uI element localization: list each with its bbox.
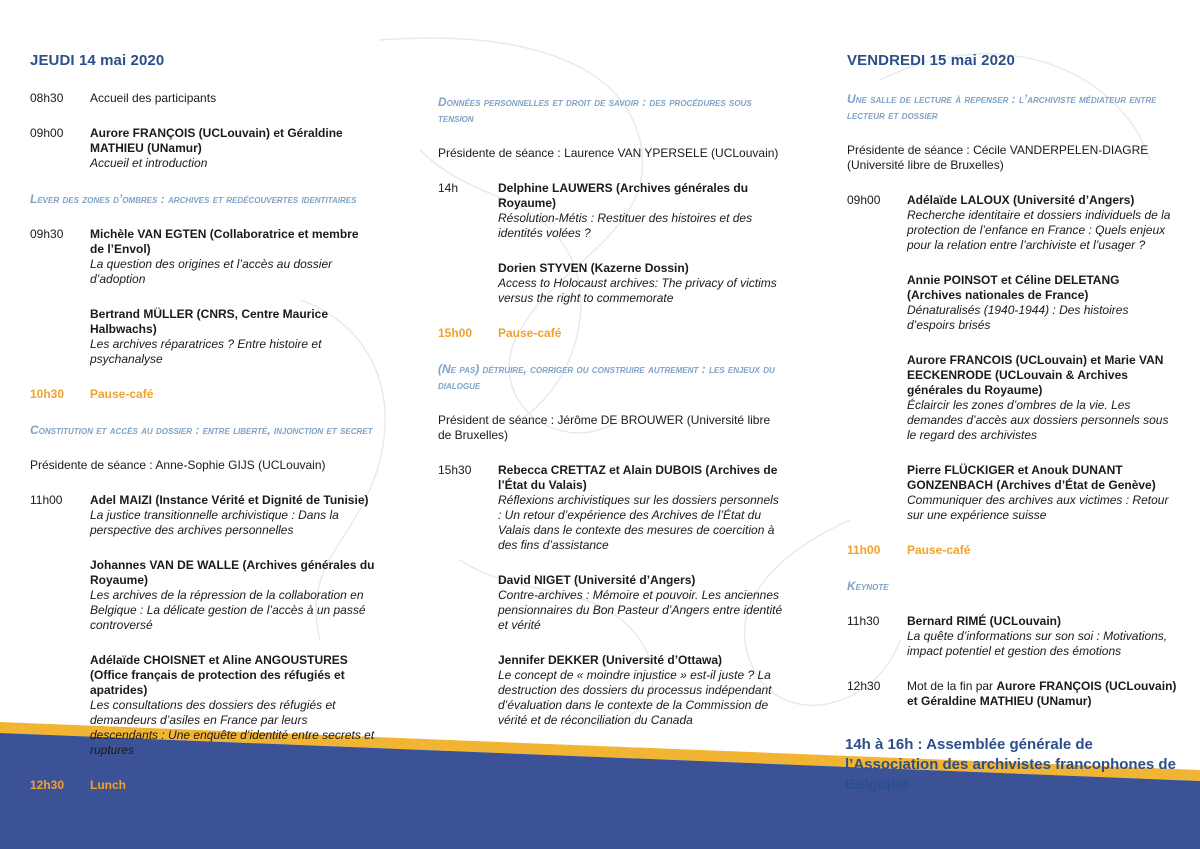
talk-title: Éclaircir les zones d’ombres de la vie. Les demandes d’accès aux dossiers personnels sous le regard des archivistes xyxy=(907,398,1169,442)
time: 09h00 xyxy=(847,193,881,207)
break-label: Pause-café xyxy=(498,326,562,340)
talk-title: Dénaturalisés (1940-1944) : Des histoires d’espoirs brisés xyxy=(907,303,1129,332)
speaker: Aurore FRANÇOIS (UCLouvain) et Géraldine MATHIEU (UNamur) xyxy=(907,679,1177,708)
talk-title: Les archives de la répression de la collaboration en Belgique : La délicate gestion de l’accès à un passé controversé xyxy=(90,588,366,632)
time: 11h30 xyxy=(847,614,880,628)
speaker: Rebecca CRETTAZ et Alain DUBOIS (Archives de l’État du Valais) xyxy=(498,463,778,492)
break-label: Pause-café xyxy=(907,543,971,557)
session-chair: Présidente de séance : Anne-Sophie GIJS (UCLouvain) xyxy=(30,458,326,472)
time: 15h30 xyxy=(438,463,472,477)
speaker: David NIGET (Université d’Angers) xyxy=(498,573,696,587)
break-label: Lunch xyxy=(90,778,126,792)
speaker: Adélaïde CHOISNET et Aline ANGOUSTURES (Office français de protection des réfugiés et apatrides) xyxy=(90,653,348,697)
lunch-break xyxy=(30,778,375,793)
talk-title: Access to Holocaust archives: The privacy of victims versus the right to commemorate xyxy=(498,276,777,305)
time: 11h00 xyxy=(847,543,881,557)
schedule-item xyxy=(30,493,375,758)
session-chair: Présidente de séance : Cécile VANDERPELEN-DIAGRE (Université libre de Bruxelles) xyxy=(847,143,1149,172)
schedule-item xyxy=(438,463,783,728)
time: 10h30 xyxy=(30,387,65,401)
speaker: Aurore FRANCOIS (UCLouvain) et Marie VAN EECKENRODE (UCLouvain & Archives générales du Royaume) xyxy=(907,353,1164,397)
general-assembly-notice: 14h à 16h : Assemblée générale de l’Association des archivistes francophones de Belgique xyxy=(845,736,1176,793)
speaker: Johannes VAN DE WALLE (Archives générales du Royaume) xyxy=(90,558,375,587)
coffee-break xyxy=(30,387,375,402)
coffee-break xyxy=(847,543,1177,558)
speaker: Dorien STYVEN (Kazerne Dossin) xyxy=(498,261,689,275)
speaker: Adel MAIZI (Instance Vérité et Dignité de Tunisie) xyxy=(90,493,369,507)
column-thursday-afternoon xyxy=(438,94,783,748)
speaker: Annie POINSOT et Céline DELETANG (Archives nationales de France) xyxy=(907,273,1120,302)
schedule-item xyxy=(847,679,1177,709)
speaker: Pierre FLÜCKIGER et Anouk DUNANT GONZENBACH (Archives d’État de Genève) xyxy=(907,463,1156,492)
session-title: Keynote xyxy=(847,579,889,593)
schedule-item xyxy=(438,181,783,306)
speaker: Jennifer DEKKER (Université d’Ottawa) xyxy=(498,653,723,667)
talk-title: Accueil et introduction xyxy=(90,156,208,170)
talk-title: Résolution-Métis : Restituer des histoires et des identités volées ? xyxy=(498,211,753,240)
speaker: Adélaïde LALOUX (Université d’Angers) xyxy=(907,193,1135,207)
speaker: Aurore FRANÇOIS (UCLouvain) et Géraldine MATHIEU (UNamur) xyxy=(90,126,343,155)
schedule-item xyxy=(847,193,1177,523)
talk-title: La question des origines et l’accès au dossier d’adoption xyxy=(90,257,333,286)
talk-title: La quête d’informations sur son soi : Motivations, impact potentiel et gestion des émotions xyxy=(907,629,1168,658)
session-chair: Président de séance : Jérôme DE BROUWER (Université libre de Bruxelles) xyxy=(438,413,771,442)
time: 12h30 xyxy=(30,778,65,792)
talk-title: Le concept de « moindre injustice » est-il juste ? La destruction des dossiers du processus indépendant d’évaluation dans le contexte de la Commission de vérité et de réconciliation du Canada xyxy=(498,668,772,727)
schedule-item xyxy=(847,614,1177,659)
time: 09h00 xyxy=(30,126,64,140)
session-title: Données personnelles et droit de savoir : des procédures sous tension xyxy=(438,95,752,125)
session-chair: Présidente de séance : Laurence VAN YPERSELE (UCLouvain) xyxy=(438,146,779,160)
time: 15h00 xyxy=(438,326,473,340)
session-title: Constitution et accès au dossier : entre liberté, injonction et secret xyxy=(30,423,373,437)
speaker: Delphine LAUWERS (Archives générales du Royaume) xyxy=(498,181,749,210)
speaker: Michèle VAN EGTEN (Collaboratrice et membre de l’Envol) xyxy=(90,227,359,256)
time: 09h30 xyxy=(30,227,64,241)
talk-title: Contre-archives : Mémoire et pouvoir. Les anciennes pensionnaires du Bon Pasteur d’Angers entre identité et vérité xyxy=(498,588,783,632)
talk-title: Les consultations des dossiers des réfugiés et demandeurs d’asiles en France par leurs descendants : Une enquête d’identité entre secrets et ruptures xyxy=(90,698,375,757)
speaker: Bernard RIMÉ (UCLouvain) xyxy=(907,614,1062,628)
session-title: (Ne pas) détruire, corriger ou construire autrement : les enjeux du dialogue xyxy=(438,362,775,392)
coffee-break xyxy=(438,326,783,341)
closing-prefix: Mot de la fin par xyxy=(907,679,997,693)
time: 11h00 xyxy=(30,493,63,507)
day-title: JEUDI 14 mai 2020 xyxy=(30,52,165,69)
item-text: Accueil des participants xyxy=(90,91,217,105)
time: 08h30 xyxy=(30,91,64,105)
speaker: Bertrand MÜLLER (CNRS, Centre Maurice Halbwachs) xyxy=(90,307,329,336)
column-friday xyxy=(847,50,1177,729)
talk-title: Recherche identitaire et dossiers individuels de la protection de l’enfance en France : Quels enjeux pour la relation entre l’archiviste et l’usager ? xyxy=(907,208,1171,252)
talk-title: Réflexions archivistiques sur les dossiers personnels : Un retour d’expérience des Archives de l’État du Valais dans le contexte des mesures de coercition à des fins d’assistance xyxy=(498,493,779,552)
talk-title: La justice transitionnelle archivistique : Dans la perspective des archives personnelles xyxy=(90,508,339,537)
schedule-item xyxy=(30,91,375,106)
break-label: Pause-café xyxy=(90,387,154,401)
schedule-item xyxy=(30,227,375,367)
talk-title: Les archives réparatrices ? Entre histoire et psychanalyse xyxy=(90,337,322,366)
time: 12h30 xyxy=(847,679,881,693)
day-title: VENDREDI 15 mai 2020 xyxy=(847,52,1015,69)
time: 14h xyxy=(438,181,459,195)
talk-title: Communiquer des archives aux victimes : Retour sur une expérience suisse xyxy=(907,493,1169,522)
schedule-item xyxy=(30,126,375,171)
session-title: Une salle de lecture à repenser : l’archiviste médiateur entre lecteur et dossier xyxy=(847,92,1157,122)
session-title: Lever des zones d’ombres : archives et redécouvertes identitaires xyxy=(30,192,357,206)
column-thursday-morning xyxy=(30,50,375,813)
